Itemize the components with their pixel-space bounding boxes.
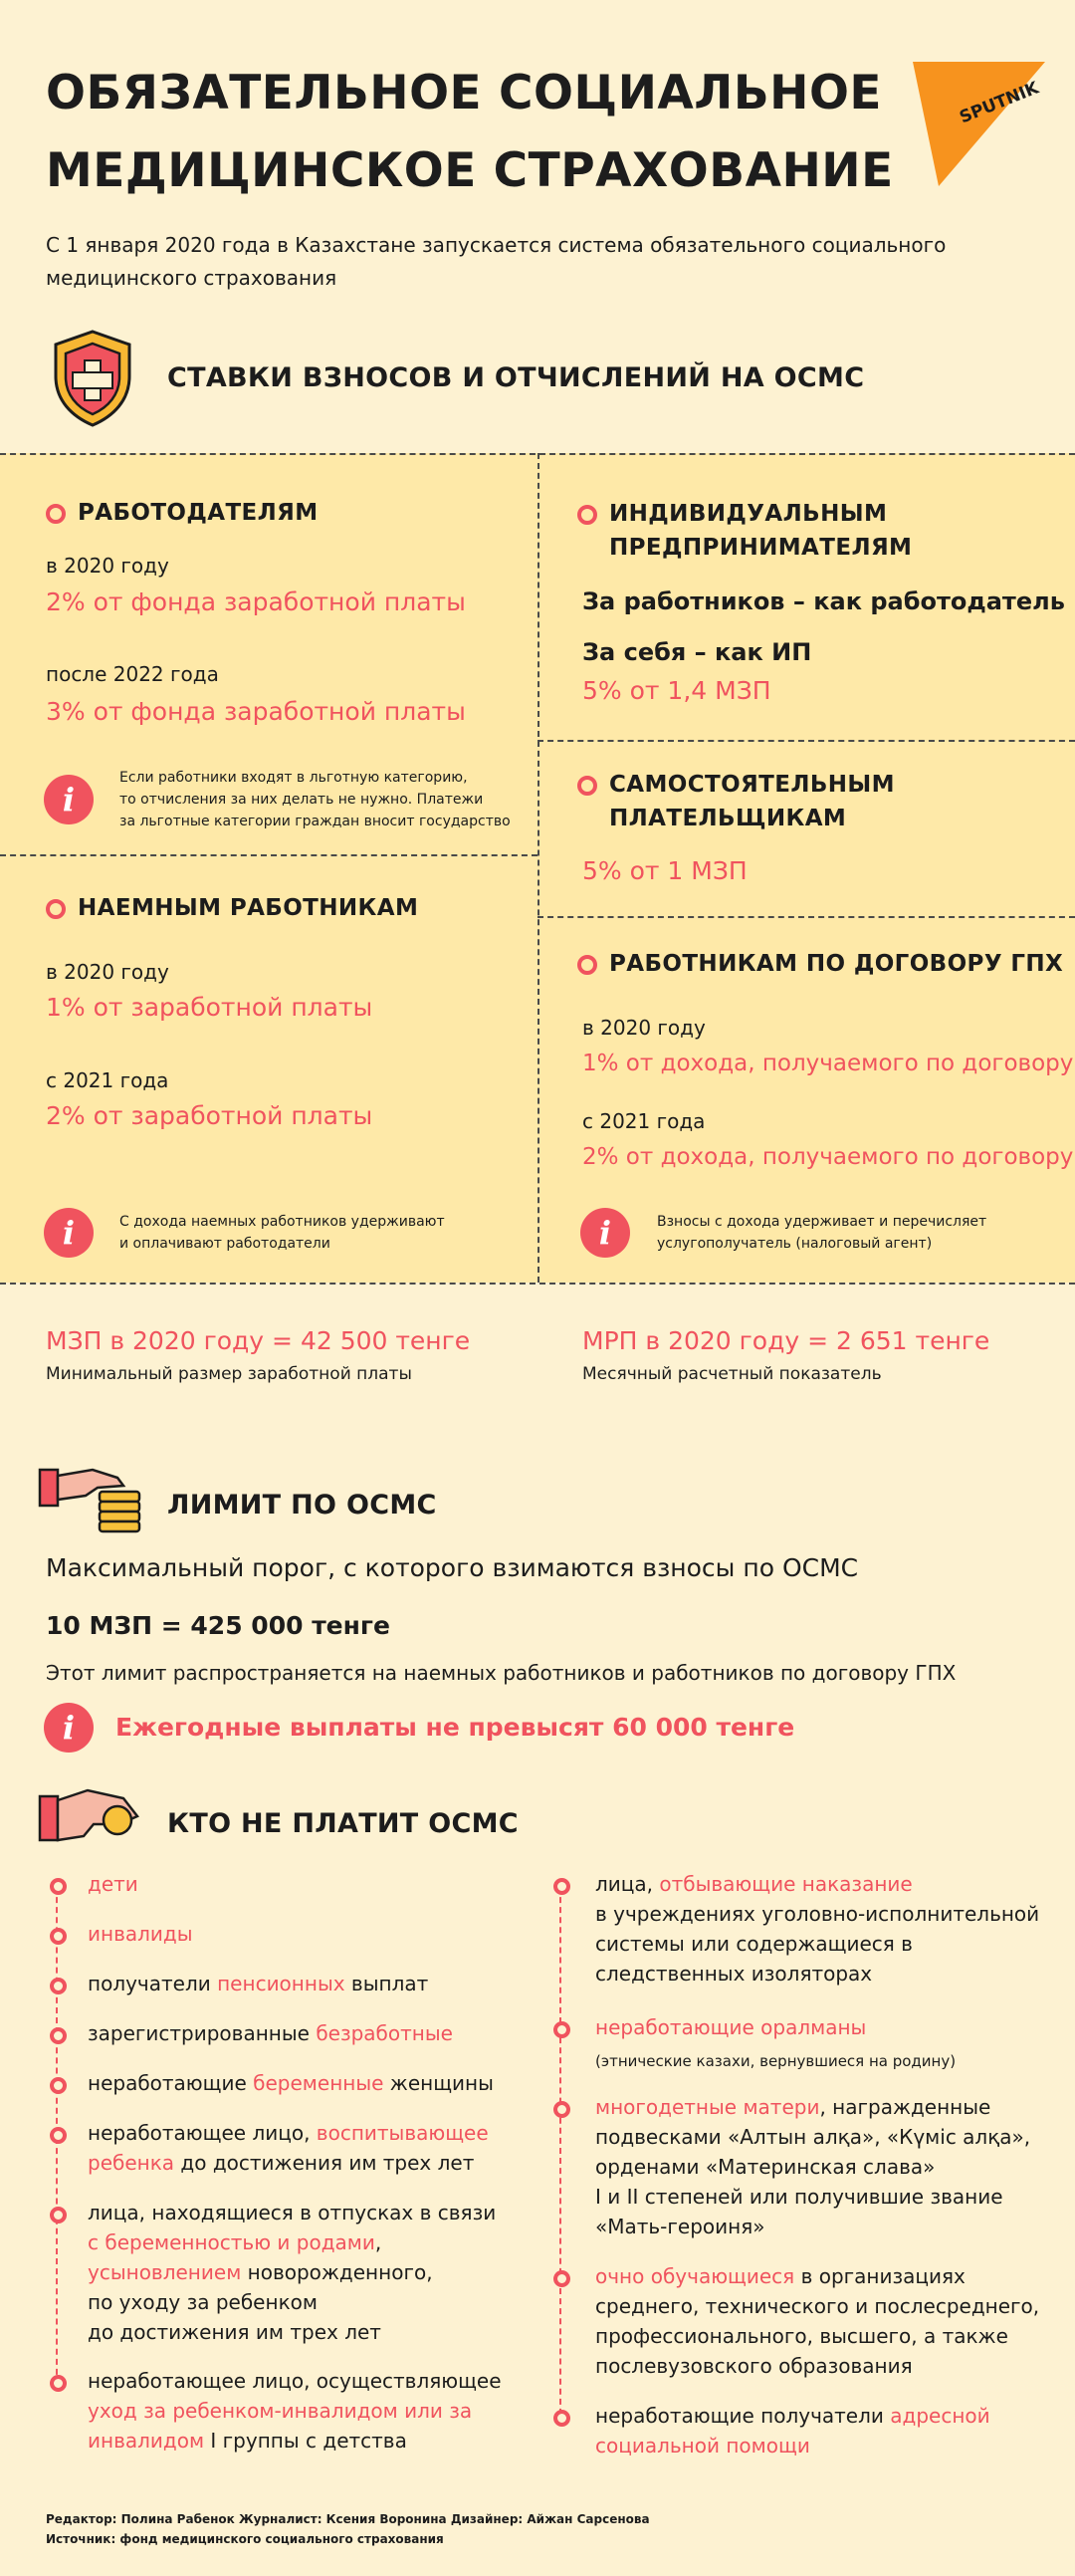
mrp-description: Месячный расчетный показатель [582,1364,882,1384]
list-item: лица, отбывающие наказание в учреждениях уголовно-исполнительной системы или содержащиеся в следственных изоляторах [595,1872,1040,1986]
list-bullet-icon [50,2207,67,2224]
employees-label-2021: с 2021 года [46,1068,169,1092]
list-bullet-icon [50,1878,67,1895]
list-bullet-icon [553,2021,570,2038]
self-employed-title: САМОСТОЯТЕЛЬНЫМ ПЛАТЕЛЬЩИКАМ [609,772,895,831]
mzp-description: Минимальный размер заработной платы [46,1364,412,1384]
intro-text: С 1 января 2020 года в Казахстане запускается система обязательного социального медицинского страхования [46,233,947,290]
list-bullet-icon [553,1878,570,1895]
limit-scope: Этот лимит распространяется на наемных работников и работников по договору ГПХ [46,1661,957,1685]
bullet-icon [577,955,597,975]
list-item: лица, находящиеся в отпусках в связи с беременностью и родами, усыновлением новорожденного, по уходу за ребенком до достижения им трех лет [88,2201,497,2344]
mzp-value: МЗП в 2020 году = 42 500 тенге [46,1326,471,1355]
list-item: получатели пенсионных выплат [88,1972,429,1995]
list-bullet-icon [50,1978,67,1994]
hand-coin-icon [38,1784,147,1860]
credits: Редактор: Полина Рабенок Журналист: Ксения Воронина Дизайнер: Айжан Сарсенова Источник: фонд медицинского социального страхования [46,2512,650,2546]
list-item: неработающие беременные женщины [88,2071,494,2095]
limit-description: Максимальный порог, с которого взимаются взносы по ОСМС [46,1553,859,1582]
mrp-value: МРП в 2020 году = 2 651 тенге [582,1326,990,1355]
who-heading: КТО НЕ ПЛАТИТ ОСМС [167,1808,519,1839]
employees-title: НАЕМНЫМ РАБОТНИКАМ [78,895,419,921]
entrepreneurs-self-text: За себя – как ИП [582,638,812,666]
list-item: неработающие получатели адресной социальной помощи [595,2404,990,2458]
employees-label-2020: в 2020 году [46,960,169,984]
divider [0,1283,1075,1285]
gph-title: РАБОТНИКАМ ПО ДОГОВОРУ ГПХ [609,951,1064,977]
employees-note: С дохода наемных работников удерживают и оплачивают работодатели [119,1214,445,1252]
bullet-icon [46,899,66,919]
divider [0,854,538,856]
list-item: очно обучающиеся в организациях среднего, технического и послесреднего, профессионального, высшего, а также послевузовского образования [595,2264,1040,2378]
sputnik-logo[interactable] [911,62,1045,186]
list-bullet-icon [553,2270,570,2287]
gph-label-2020: в 2020 году [582,1016,706,1040]
list-item: неработающие оралманы (этнические казахи, вернувшиеся на родину) [595,2015,957,2070]
list-bullet-icon [50,2027,67,2044]
divider [538,453,539,1283]
gph-note: Взносы с дохода удерживает и перечисляет услугополучатель (налоговый агент) [657,1214,987,1252]
gph-value-2021: 2% от дохода, получаемого по договору [582,1144,1074,1170]
bullet-icon [46,504,66,524]
bullet-icon [577,505,597,525]
svg-text:SPUTNIK: SPUTNIK [957,78,1042,128]
list-bullet-icon [50,2127,67,2144]
list-bullet-icon [553,2101,570,2118]
employers-label-2020: в 2020 году [46,554,169,578]
limit-formula: 10 МЗП = 425 000 тенге [46,1611,390,1640]
page-title: ОБЯЗАТЕЛЬНОЕ СОЦИАЛЬНОЕ МЕДИЦИНСКОЕ СТРАХОВАНИЕ [46,66,894,198]
gph-label-2021: с 2021 года [582,1109,706,1133]
list-item: зарегистрированные безработные [88,2021,453,2045]
info-icon: i [44,1208,94,1258]
rates-heading: СТАВКИ ВЗНОСОВ И ОТЧИСЛЕНИЙ НА ОСМС [167,362,865,393]
info-icon: i [44,775,94,824]
limit-highlight: Ежегодные выплаты не превысят 60 000 тенге [115,1713,795,1742]
entrepreneurs-employees-text: За работников – как работодатель [582,587,1065,615]
list-bullet-icon [50,2375,67,2392]
list-bullet-icon [50,2077,67,2094]
list-bullet-icon [553,2410,570,2427]
gph-value-2020: 1% от дохода, получаемого по договору [582,1051,1074,1076]
list-item: многодетные матери, награжденные подвесками «Алтын алқа», «Күміс алқа», орденами «Материнская слава» I и II степеней или получившие звание «Мать-героиня» [595,2095,1031,2238]
employers-note: Если работники входят в льготную категорию, то отчисления за них делать не нужно. Платежи за льготные категории граждан вносит государство [119,770,511,829]
list-line [559,1887,561,2425]
employees-value-2020: 1% от заработной платы [46,993,373,1022]
entrepreneurs-value: 5% от 1,4 МЗП [582,676,771,705]
limit-heading: ЛИМИТ ПО ОСМС [167,1490,437,1521]
info-icon: i [44,1703,94,1753]
list-item: неработающее лицо, воспитывающее ребенка до достижения им трех лет [88,2121,489,2175]
shield-cross-icon [52,329,133,432]
list-bullet-icon [50,1928,67,1945]
employers-label-2022: после 2022 года [46,662,219,686]
self-employed-value: 5% от 1 МЗП [582,856,748,885]
info-icon: i [580,1208,630,1258]
employers-value-2022: 3% от фонда заработной платы [46,697,466,726]
bullet-icon [577,776,597,796]
divider [538,740,1075,742]
employees-value-2021: 2% от заработной платы [46,1101,373,1130]
list-item: неработающее лицо, осуществляющее уход за ребенком-инвалидом или за инвалидом I группы с детства [88,2369,502,2453]
list-item: дети [88,1872,138,1896]
divider [538,916,1075,918]
entrepreneurs-title: ИНДИВИДУАЛЬНЫМ ПРЕДПРИНИМАТЕЛЯМ [609,501,913,561]
list-item: инвалиды [88,1922,193,1946]
hand-coins-icon [38,1456,147,1539]
employers-value-2020: 2% от фонда заработной платы [46,587,466,616]
employers-title: РАБОТОДАТЕЛЯМ [78,500,319,526]
